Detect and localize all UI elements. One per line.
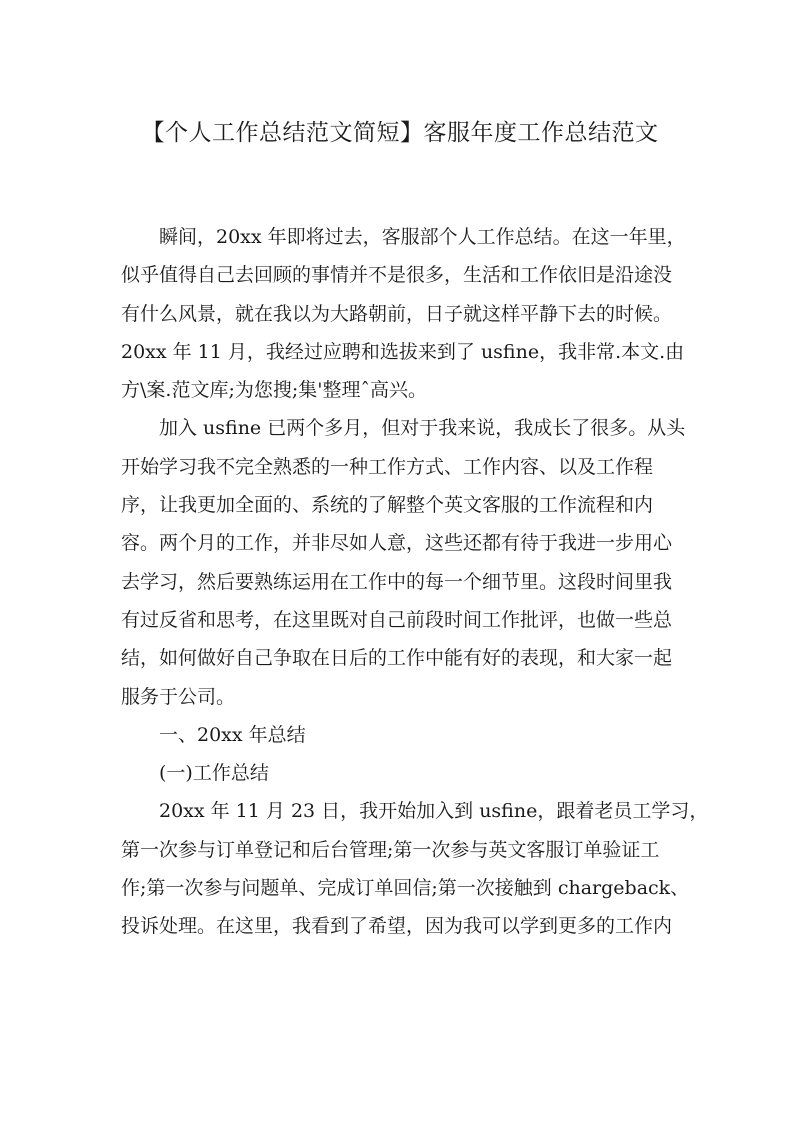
document-title: 【个人工作总结范文简短】客服年度工作总结范文 <box>141 120 659 146</box>
paragraph-work-summary <box>121 792 709 945</box>
paragraph-line: 20xx 年 11 月 23 日，我开始加入到 usfine，跟着老员工学习， <box>159 800 709 823</box>
document-body <box>121 218 709 946</box>
paragraph-line: 容。两个月的工作，并非尽如人意，这些还都有待于我进一步用心 <box>121 532 673 555</box>
paragraph-line: 方\案.范文库;为您搜;集'整理ˆ高兴。 <box>121 379 427 402</box>
paragraph-line: 开始学习我不完全熟悉的一种工作方式、工作内容、以及工作程 <box>121 455 654 478</box>
paragraph-line: 第一次参与订单登记和后台管理;第一次参与英文客服订单验证工 <box>121 838 660 861</box>
section-heading: 一、20xx 年总结 <box>159 723 306 746</box>
subsection-heading: (一)工作总结 <box>159 762 269 785</box>
paragraph-intro <box>121 218 686 409</box>
paragraph-line: 去学习，然后要熟练运用在工作中的每一个细节里。这段时间里我 <box>121 570 673 593</box>
paragraph-line: 有什么风景，就在我以为大路朝前，日子就这样平静下去的时候。 <box>121 302 673 325</box>
paragraph-line: 投诉处理。在这里，我看到了希望，因为我可以学到更多的工作内 <box>121 915 673 938</box>
paragraph-line: 20xx 年 11 月，我经过应聘和选拔来到了 usfine，我非常.本文.由 <box>121 340 685 363</box>
paragraph-line: 加入 usfine 已两个多月，但对于我来说，我成长了很多。从头 <box>159 417 686 440</box>
paragraph-line: 作;第一次参与问题单、完成订单回信;第一次接触到 chargeback、 <box>121 877 690 900</box>
paragraph-line: 结，如何做好自己争取在日后的工作中能有好的表现，和大家一起 <box>121 647 673 670</box>
paragraph-joining <box>121 409 686 715</box>
paragraph-line: 瞬间，20xx 年即将过去，客服部个人工作总结。在这一年里， <box>159 226 686 248</box>
paragraph-line: 服务于公司。 <box>121 685 236 708</box>
paragraph-line: 似乎值得自己去回顾的事情并不是很多，生活和工作依旧是沿途没 <box>121 264 673 287</box>
paragraph-line: 有过反省和思考，在这里既对自己前段时间工作批评，也做一些总 <box>121 608 673 631</box>
paragraph-line: 序，让我更加全面的、系统的了解整个英文客服的工作流程和内 <box>121 494 654 517</box>
